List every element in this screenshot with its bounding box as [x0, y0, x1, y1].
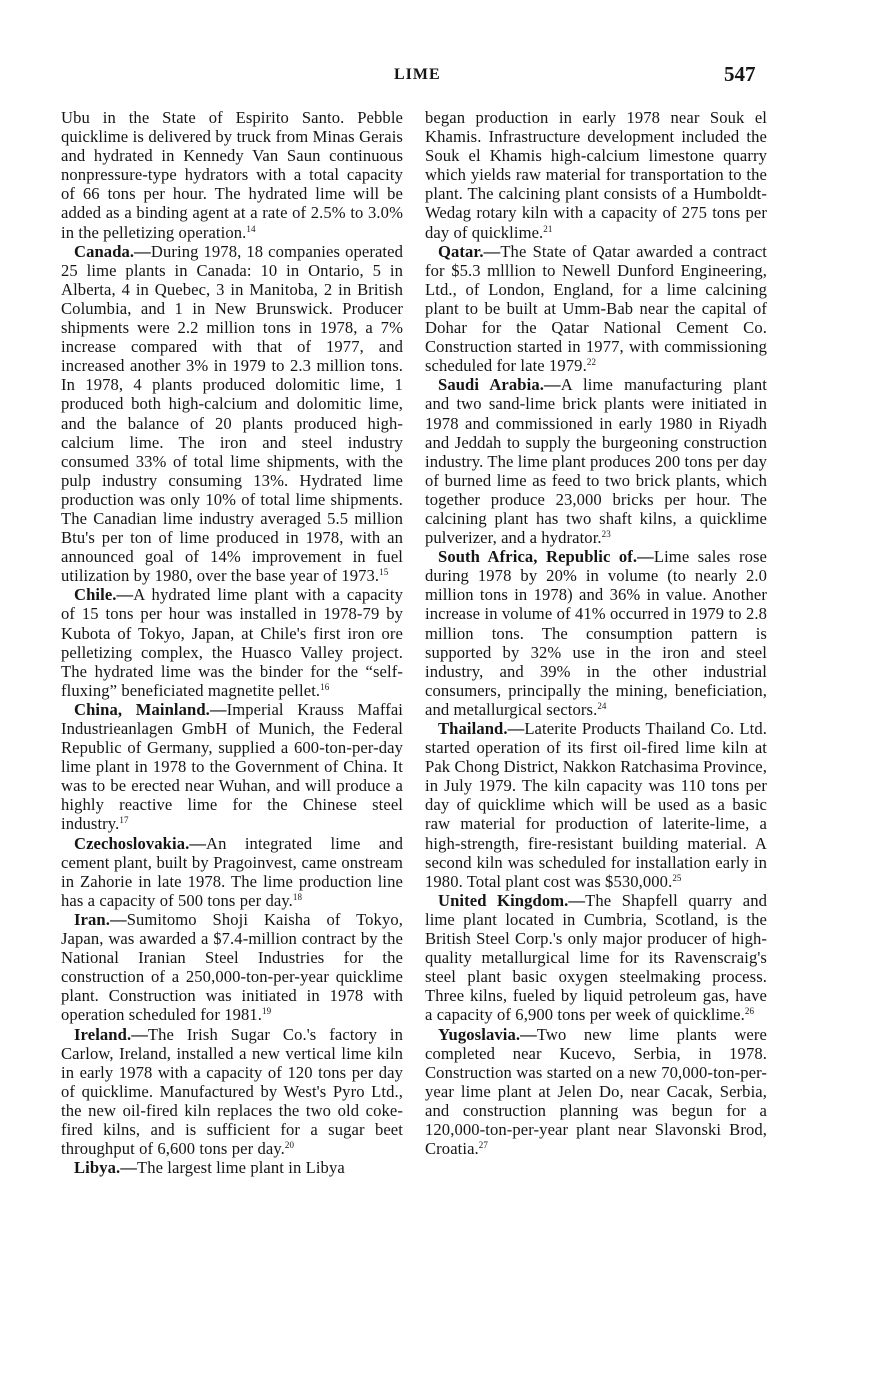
- paragraph-text: Lime sales rose during 1978 by 20% in volume (to nearly 2.0 million tons in 1978) and 36% in value. Another increase in volume of 41% occurred in 1979 to 2.8 million tons. The consumption pattern is supported by 32% use in the iron and steel industry, and 39% in the other industrial consumers, principally the mining, beneficiation, and metallurgical sectors.: [425, 547, 768, 719]
- page-number: 547: [724, 62, 756, 86]
- paragraph-text: Sumitomo Shoji Kaisha of Tokyo, Japan, was awarded a $7.4-million contract by the National Iranian Steel Industries for the construction of a 250,000-ton-per-year quicklime plant. Construction was initiated in 1978 with operation scheduled for 1981.: [61, 909, 403, 1025]
- paragraph-text: began production in early 1978 near Souk el Khamis. Infrastructure development included the Souk el Khamis high-calcium limestone quarry which yields raw material for transportation to the plant. The calcining plant consists of a Humboldt-Wedag rotary kiln with a capacity of 275 tons per day of quicklime.: [425, 108, 767, 242]
- paragraph-text: The largest lime plant in Libya: [136, 1158, 345, 1178]
- paragraph-text: The State of Qatar awarded a contract for $5.3 mlllion to Newell Dunford Engineering, Ltd., of London, England, for a lime calcining plant to be built at Umm-Bab near the capital of Dohar for the Qatar National Cement Co. Construction started in 1977, with commissioning scheduled for late 1979.: [425, 241, 767, 376]
- footnote-marker: 22: [586, 357, 597, 368]
- paragraph-chile: [61, 585, 403, 700]
- footnote-marker: 19: [262, 1006, 272, 1017]
- country-heading: Qatar.—: [438, 241, 501, 261]
- running-head: LIME: [394, 66, 441, 83]
- footnote-marker: 16: [320, 681, 330, 692]
- footnote-marker: 20: [284, 1140, 295, 1151]
- paragraph-czechoslovakia: [61, 834, 403, 910]
- paragraph-libya: [61, 1158, 403, 1177]
- footnote-marker: 23: [601, 529, 611, 540]
- paragraph-libya-cont: [425, 108, 767, 242]
- left-column: [61, 108, 403, 1177]
- country-heading: Ireland.—: [74, 1024, 148, 1044]
- paragraph-yugoslavia: [425, 1025, 767, 1159]
- paragraph-south-africa: [425, 547, 767, 719]
- country-heading: Yugoslavia.—: [438, 1024, 537, 1044]
- country-heading: Czechoslovakia.—: [74, 833, 207, 853]
- paragraph-text: Two new lime plants were completed near Kucevo, Serbia, in 1978. Construction was started on a new 70,000-ton-per-year lime plant at Jelen Do, near Cacak, Serbia, and construction planning was begun for a 120,000-ton-per-year plant near Slavonski Brod, Croatia.: [425, 1024, 767, 1159]
- country-heading: Saudi Arabia.—: [438, 375, 561, 395]
- paragraph-text: A hydrated lime plant with a capacity of 15 tons per hour was installed in 1978-79 by Kubota of Tokyo, Japan, at Chile's first iron ore pelletizing complex, the Huasco Valley project. The hydrated lime was the binder for the “self-fluxing” beneficiated magnetite pellet.: [61, 585, 403, 700]
- paragraph-ireland: [61, 1025, 403, 1159]
- country-heading: Chile.—: [74, 585, 134, 605]
- paragraph-text: During 1978, 18 companies operated 25 lime plants in Canada: 10 in Ontario, 5 in Alberta, 4 in Quebec, 3 in Manitoba, 2 in British Columbia, and 1 in New Brunswick. Producer shipments were 2.2 million tons in 1978, a 7% increase compared with that of 1977, and increased another 3% in 1979 to 2.3 million tons. In 1978, 4 plants produced dolomitic lime, 1 produced both high-calcium and dolomitic lime, and the balance of 20 plants produced high-calcium lime. The iron and steel industry consumed 33% of total lime shipments, with the pulp industry consuming 13%. Hydrated lime production was only 10% of total lime shipments. The Canadian lime industry averaged 5.5 million Btu's per ton of lime produced in 1978, with an announced goal of 14% improvement in fuel utilization by 1980, over the base year of 1973.: [61, 241, 403, 586]
- paragraph-canada: [61, 242, 403, 586]
- footnote-marker: 18: [292, 891, 303, 902]
- paragraph-text: The Shapfell quarry and lime plant located in Cumbria, Scotland, is the British Steel Corp.'s only major producer of high-quality metallurgical lime for its Ravenscraig's steel plant basic oxygen steelmaking process. Three kilns, fueled by liquid petroleum gas, have a capacity of 6,900 tons per week of quicklime.: [425, 890, 767, 1025]
- paragraph-text: A lime manufacturing plant and two sand-lime brick plants were initiated in 1978 and commissioned in early 1980 in Riyadh and Jeddah to supply the burgeoning construction industry. The lime plant produces 200 tons per day of burned lime as feed to two brick plants, which together produce 23,000 bricks per hour. The calcining plant has two shaft kilns, a quicklime pulverizer, and a hydrator.: [425, 375, 768, 548]
- country-heading: China, Mainland.—: [74, 699, 227, 719]
- page-header: [0, 62, 878, 92]
- country-heading: Thailand.—: [438, 719, 525, 738]
- paragraph-text: The Irish Sugar Co.'s factory in Carlow, Ireland, installed a new vertical lime kiln in early 1978 with a capacity of 120 tons per day of quicklime. Manufactured by West's Pyro Ltd., the new oil-fired kiln replaces the two old coke-fired kilns, and is sufficient for a sugar beet throughput of 6,600 tons per day.: [61, 1024, 403, 1159]
- paragraph-text: Imperial Krauss Maffai Industrieanlagen GmbH of Munich, the Federal Republic of Germany, supplied a 600-ton-per-day lime plant in 1978 to the Government of China. It was to be erected near Wuhan, and will produce a highly reactive lime for the Chinese steel industry.: [61, 699, 404, 834]
- footnote-marker: 14: [246, 223, 256, 234]
- right-column: [425, 108, 767, 1158]
- paragraph-china: [61, 700, 403, 834]
- paragraph-iran: [61, 910, 403, 1025]
- paragraph-thailand: [425, 719, 767, 891]
- footnote-marker: 15: [379, 567, 389, 578]
- paragraph-text: An integrated lime and cement plant, built by Pragoinvest, came onstream in Zahorie in late 1978. The lime production line has a capacity of 500 tons per day.: [61, 833, 403, 910]
- country-heading: Canada.—: [74, 241, 151, 261]
- paragraph-text: Laterite Products Thailand Co. Ltd. started operation of its first oil-fired lime kiln at Pak Chong District, Nakkon Ratchasima Province, in July 1979. The kiln capacity was 110 tons per day of quicklime which will be used as a basic raw material for production of laterite-lime, a high-strength, fire-resistant building material. A second kiln was scheduled for installation early in 1980. Total plant cost was $530,000.: [425, 719, 767, 891]
- country-heading: Libya.—: [74, 1158, 137, 1178]
- footnote-marker: 27: [478, 1140, 488, 1151]
- country-heading: Iran.—: [74, 909, 127, 929]
- paragraph-ubu: [61, 108, 403, 242]
- paragraph-saudi-arabia: [425, 375, 767, 547]
- footnote-marker: 26: [744, 1006, 755, 1017]
- footnote-marker: 24: [597, 700, 607, 711]
- paragraph-qatar: [425, 242, 767, 376]
- country-heading: United Kingdom.—: [438, 890, 586, 910]
- footnote-marker: 21: [543, 223, 553, 234]
- country-heading: South Africa, Republic of.—: [438, 547, 654, 567]
- paragraph-united-kingdom: [425, 891, 767, 1025]
- paragraph-text: Ubu in the State of Espirito Santo. Pebble quicklime is delivered by truck from Minas Gerais and hydrated in Kennedy Van Saun continuous nonpressure-type hydrators with a total capacity of 66 tons per hour. The hydrated lime will be added as a binding agent at a rate of 2.5% to 3.0% in the pelletizing operation.: [61, 108, 403, 242]
- footnote-marker: 25: [672, 872, 682, 883]
- footnote-marker: 17: [119, 815, 129, 826]
